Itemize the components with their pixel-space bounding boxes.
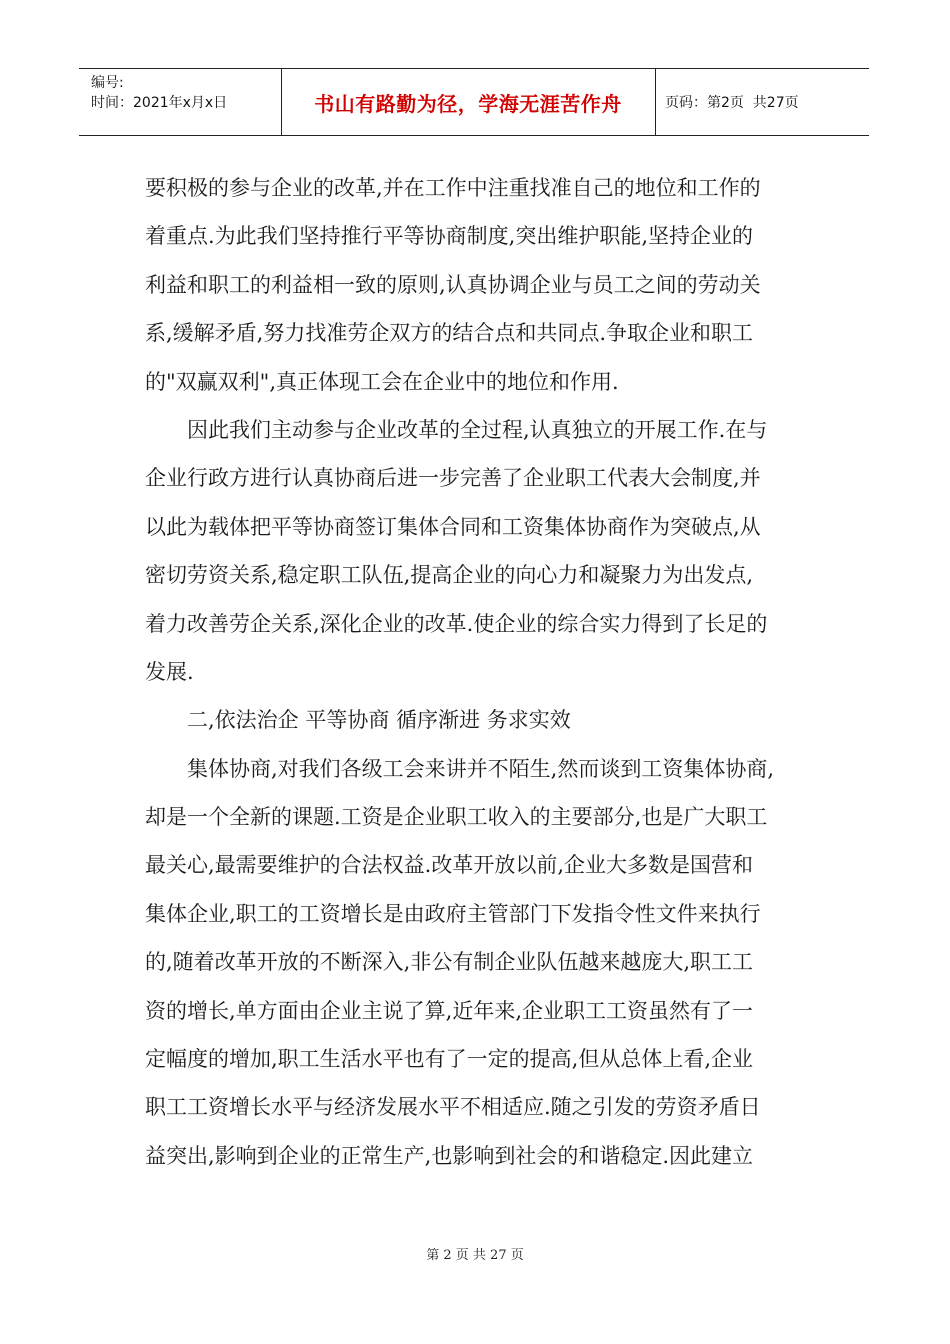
page-footer: 第 2 页 共 27 页 bbox=[426, 1248, 524, 1263]
body-text-line: 资的增长,单方面由企业主说了算,近年来,企业职工工资虽然有了一 bbox=[145, 998, 754, 1023]
body-text-line: 的"双赢双利",真正体现工会在企业中的地位和作用. bbox=[145, 369, 619, 394]
document-number-label: 编号: bbox=[91, 75, 124, 91]
body-text-line: 益突出,影响到企业的正常生产,也影响到社会的和谐稳定.因此建立 bbox=[145, 1143, 754, 1168]
body-text-line: 定幅度的增加,职工生活水平也有了一定的提高,但从总体上看,企业 bbox=[145, 1047, 754, 1072]
body-text-line: 以此为载体把平等协商签订集体合同和工资集体协商作为突破点,从 bbox=[145, 514, 761, 539]
body-text-line: 着重点.为此我们坚持推行平等协商制度,突出维护职能,坚持企业的 bbox=[145, 224, 754, 249]
body-text-line: 企业行政方进行认真协商后进一步完善了企业职工代表大会制度,并 bbox=[145, 466, 761, 491]
page-header bbox=[79, 68, 869, 136]
header-motto: 书山有路勤为径，学海无涯苦作舟 bbox=[314, 91, 622, 116]
header-meta bbox=[91, 73, 281, 113]
body-text-line: 集体协商,对我们各级工会来讲并不陌生,然而谈到工资集体协商, bbox=[145, 756, 775, 781]
document-date: 时间：2021年x月x日 bbox=[91, 95, 228, 111]
header-page-info: 页码：第2页 共27页 bbox=[665, 95, 799, 111]
body-text-line: 发展. bbox=[145, 659, 194, 684]
body-text-line: 最关心,最需要维护的合法权益.改革开放以前,企业大多数是国营和 bbox=[145, 853, 754, 878]
header-divider-right bbox=[655, 68, 656, 136]
document-body bbox=[145, 164, 815, 1180]
body-text-line: 因此我们主动参与企业改革的全过程,认真独立的开展工作.在与 bbox=[145, 417, 768, 442]
body-text-line: 集体企业,职工的工资增长是由政府主管部门下发指令性文件来执行 bbox=[145, 901, 761, 926]
body-text-line: 密切劳资关系,稳定职工队伍,提高企业的向心力和凝聚力为出发点, bbox=[145, 563, 754, 588]
body-text-line: 系,缓解矛盾,努力找准劳企双方的结合点和共同点.争取企业和职工 bbox=[145, 321, 754, 346]
body-text-line: 着力改善劳企关系,深化企业的改革.使企业的综合实力得到了长足的 bbox=[145, 611, 768, 636]
body-text-line: 利益和职工的利益相一致的原则,认真协调企业与员工之间的劳动关 bbox=[145, 272, 761, 297]
body-text-line: 职工工资增长水平与经济发展水平不相适应.随之引发的劳资矛盾日 bbox=[145, 1095, 761, 1120]
body-text-line: 要积极的参与企业的改革,并在工作中注重找准自己的地位和工作的 bbox=[145, 176, 761, 200]
body-text-line: 二,依法治企 平等协商 循序渐进 务求实效 bbox=[145, 708, 571, 733]
body-text-line: 却是一个全新的课题.工资是企业职工收入的主要部分,也是广大职工 bbox=[145, 805, 768, 830]
body-text-line: 的,随着改革开放的不断深入,非公有制企业队伍越来越庞大,职工工 bbox=[145, 950, 754, 975]
